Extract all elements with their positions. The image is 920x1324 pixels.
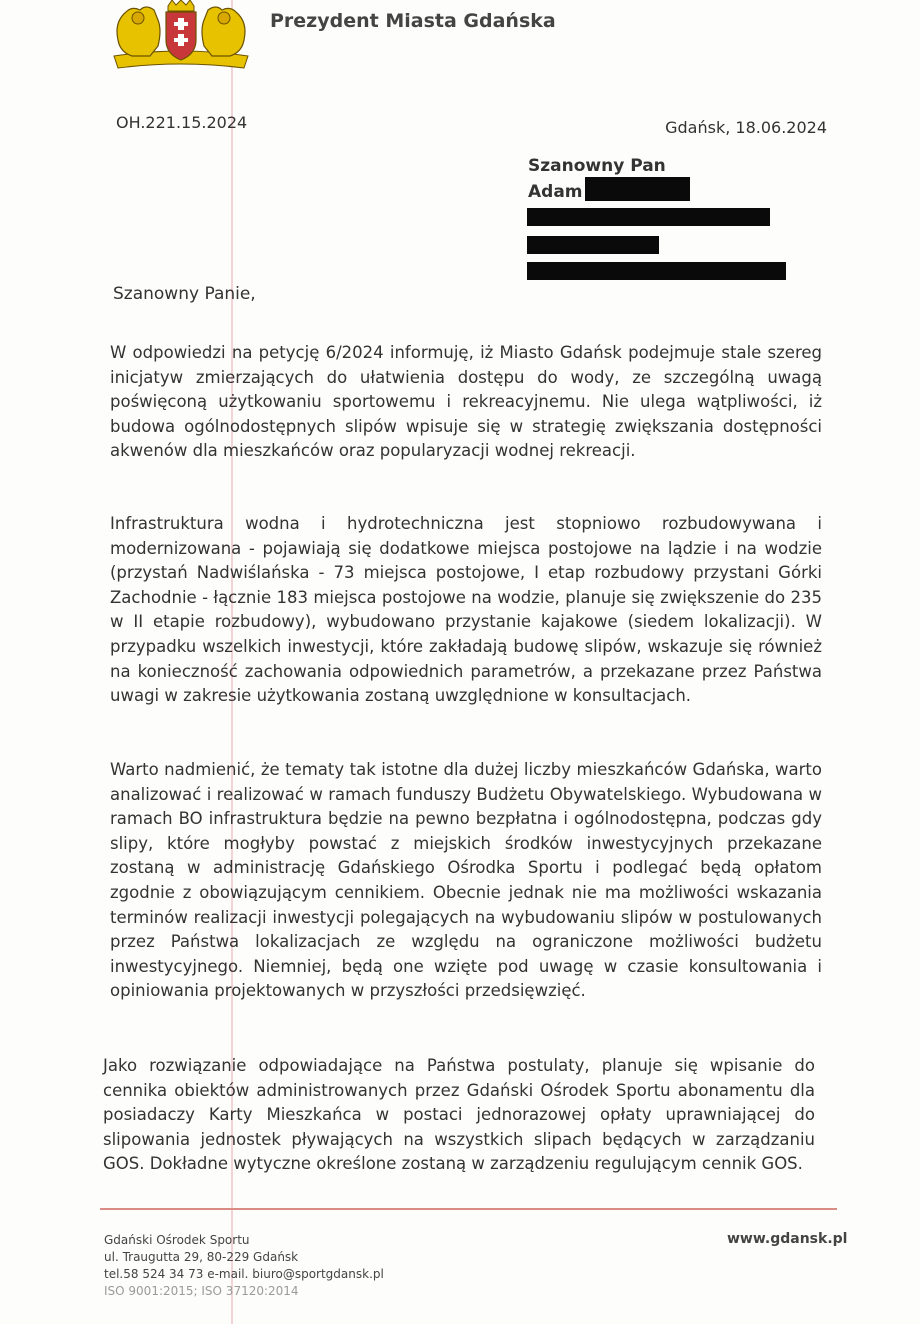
body-paragraph-1: W odpowiedzi na petycję 6/2024 informuję, iż Miasto Gdańsk podejmuje stale szereg inicjatyw zmierzających do ułatwienia dostępu do wody, ze szczególną uwagą poświęconą użytkowaniu sportowemu i rekreacyjnemu. Nie ulega wątpliwości, iż budowa ogólnodostępnych slipów wpisuje się w strategię zwiększania dostępności akwenów dla mieszkańców oraz popularyzacji wodnej rekreacji.: [110, 343, 822, 461]
footer-divider: [100, 1208, 837, 1210]
salutation: Szanowny Panie,: [113, 284, 256, 304]
addressee-line-1: Szanowny Pan: [528, 156, 666, 176]
body-paragraph-3: Warto nadmienić, że tematy tak istotne dla dużej liczby mieszkańców Gdańska, warto analizować i realizować w ramach funduszy Budżetu Obywatelskiego. Wybudowana w ramach BO infrastruktura będzie na pewno bezpłatna i ogólnodostępna, podczas gdy slipy, które mogłyby powstać z miejskich środków inwestycyjnych przekazane zostaną w administrację Gdańskiego Ośrodka Sportu i podlegać będą opłatom zgodnie z obowiązującym cennikiem. Obecnie jednak nie ma możliwości wskazania terminów realizacji inwestycji polegających na wybudowaniu slipów w postulowanych przez Państwa lokalizacjach ze względu na ograniczone możliwości budżetu inwestycyjnego. Niemniej, będą one wzięte pod uwagę w czasie konsultowania i opiniowania projektowanych w przyszłości przedsięwzięć.: [110, 760, 822, 1001]
redaction-box: [527, 208, 770, 226]
place-date: Gdańsk, 18.06.2024: [665, 118, 827, 137]
website-link[interactable]: www.gdansk.pl: [727, 1231, 848, 1247]
footer-address: ul. Traugutta 29, 80-229 Gdańsk: [104, 1250, 299, 1264]
footer-iso: ISO 9001:2015; ISO 37120:2014: [104, 1284, 299, 1298]
body-paragraph-4: Jako rozwiązanie odpowiadające na Państwa postulaty, planuje się wpisanie do cennika obiektów administrowanych przez Gdański Ośrodek Sportu abonamentu dla posiadaczy Karty Mieszkańca w postaci jednorazowej opłaty uprawniającej do slipowania jednostek pływających na wszystkich slipach będących w zarządzaniu GOS. Dokładne wytyczne określone zostaną w zarządzeniu regulującym cennik GOS.: [103, 1056, 815, 1174]
addressee-line-2: Adam: [528, 182, 583, 202]
redaction-box: [527, 262, 786, 280]
footer-contact-line: tel.58 524 34 73 e-mail. biuro@sportgdansk.pl: [104, 1267, 384, 1281]
redaction-box: [527, 236, 659, 254]
footer-org: Gdański Ośrodek Sportu: [104, 1233, 250, 1247]
footer-contact: [104, 1232, 384, 1300]
redaction-box: [585, 177, 690, 201]
gdansk-coat-of-arms-icon: [110, 0, 252, 72]
reference-number: OH.221.15.2024: [116, 113, 248, 132]
body-paragraph-2: Infrastruktura wodna i hydrotechniczna jest stopniowo rozbudowywana i modernizowana - pojawiają się dodatkowe miejsca postojowe na lądzie i na wodzie (przystań Nadwiślańska - 73 miejsca postojowe, I etap rozbudowy przystani Górki Zachodnie - łącznie 183 miejsca postojowe na wodzie, planuje się zwiększenie do 235 w II etapie rozbudowy), wybudowano przystanie kajakowe (siedem lokalizacji). W przypadku wszelkich inwestycji, które zakładają budowę slipów, wskazuje się również na konieczność zachowania odpowiednich parametrów, a przekazane przez Państwa uwagi w zakresie użytkowania zostaną uwzględnione w konsultacjach.: [110, 514, 822, 706]
header-title: Prezydent Miasta Gdańska: [270, 10, 556, 32]
